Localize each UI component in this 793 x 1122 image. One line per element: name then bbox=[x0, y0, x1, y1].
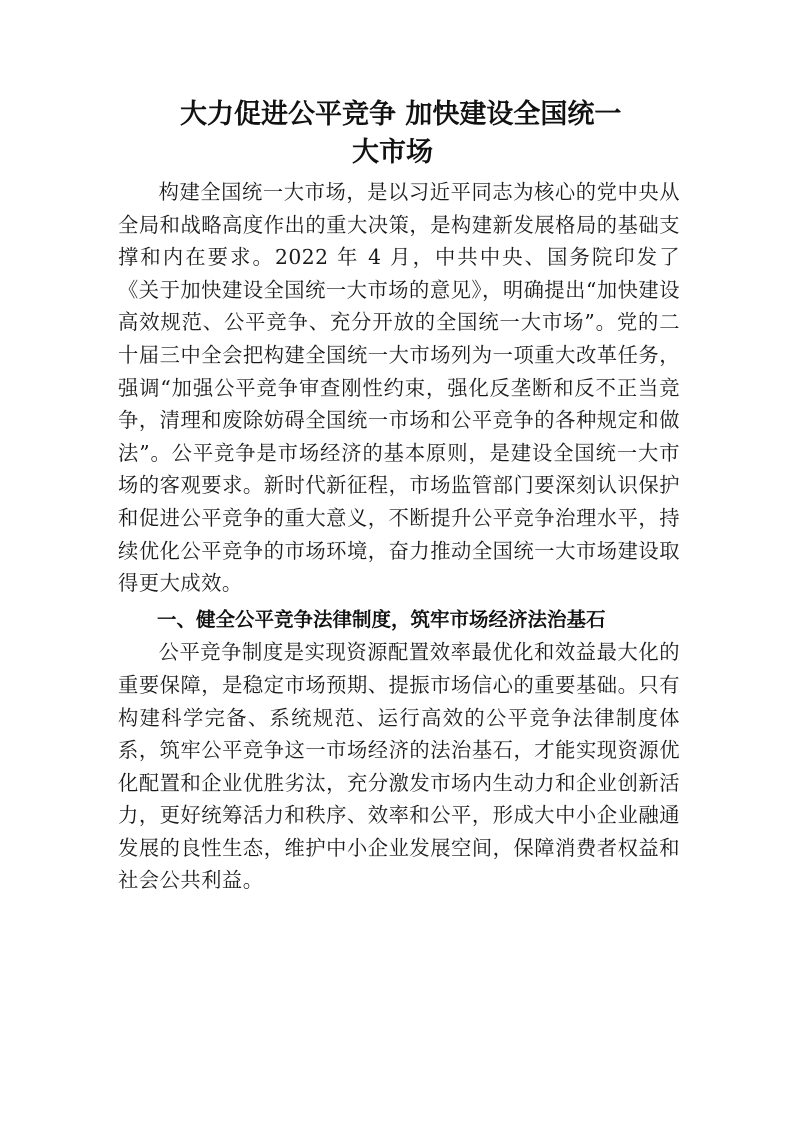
article-title bbox=[118, 96, 680, 172]
document-page bbox=[118, 96, 680, 897]
section-heading-1: 一、健全公平竞争法律制度，筑牢市场经济法治基石 bbox=[157, 607, 606, 631]
body-paragraph-2: 公平竞争制度是实现资源配置效率最优化和效益最大化的重要保障，是稳定市场预期、提振市场信心的重要基础。只有构建科学完备、系统规范、运行高效的公平竞争法律制度体系，筑牢公平竞争这一市场经济的法治基石，才能实现资源优化配置和企业优胜劣汰，充分激发市场内生动力和企业创新活力，更好统筹活力和秩序、效率和公平，形成大中小企业融通发展的良性生态，维护中小企业发展空间，保障消费者权益和社会公共利益。 bbox=[118, 640, 680, 893]
article-title-line-2: 大市场 bbox=[352, 137, 433, 168]
article-title-line-1: 大力促进公平竞争 加快建设全国统一 bbox=[180, 99, 622, 130]
body-paragraph-1: 构建全国统一大市场，是以习近平同志为核心的党中央从全局和战略高度作出的重大决策，是构建新发展格局的基础支撑和内在要求。2022 年 4 月，中共中央、国务院印发了《关于加快建设全国统一大市场的意见》，明确提出“加快建设高效规范、公平竞争、充分开放的全国统一大市场”。党的二十届三中全会把构建全国统一大市场列为一项重大改革任务，强调“加强公平竞争审查刚性约束，强化反垄断和反不正当竞争，清理和废除妨碍全国统一市场和公平竞争的各种规定和做法”。公平竞争是市场经济的基本原则，是建设全国统一大市场的客观要求。新时代新征程，市场监管部门要深刻认识保护和促进公平竞争的重大意义，不断提升公平竞争治理水平，持续优化公平竞争的市场环境，奋力推动全国统一大市场建设取得更大成效。 bbox=[118, 180, 680, 596]
